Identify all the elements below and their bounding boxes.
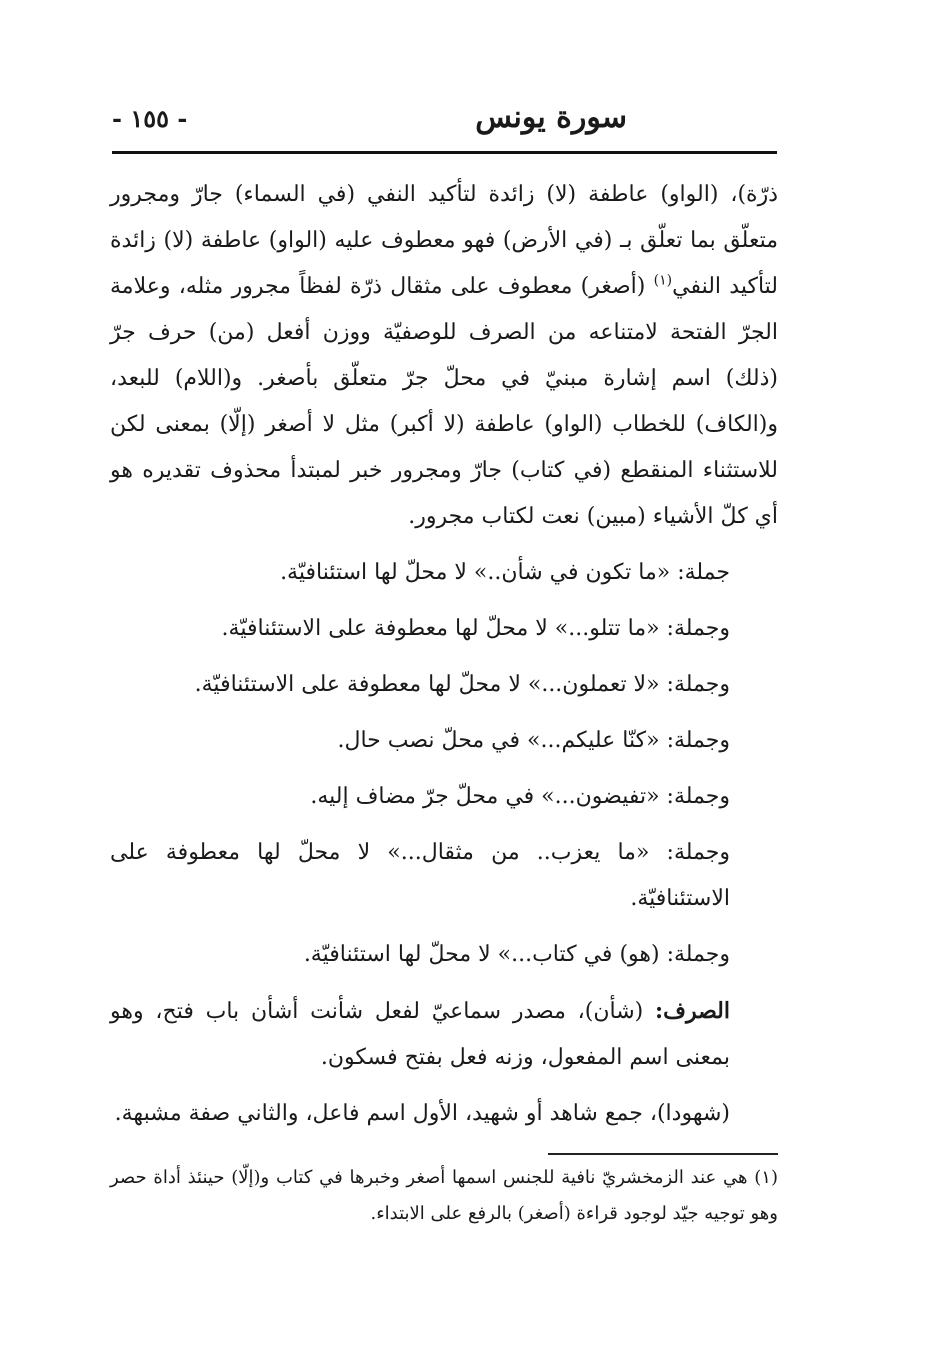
page-number: - ١٥٥ - — [112, 104, 188, 133]
sentence-analysis-5: وجملة: «تفيضون...» في محلّ جرّ مضاف إليه. — [310, 784, 730, 809]
page-header — [112, 96, 777, 148]
footnotes — [110, 1160, 778, 1232]
paragraph-sarf — [110, 988, 778, 1081]
sentence-analysis-2: وجملة: «ما تتلو...» لا محلّ لها معطوفة على الاستئنافيّة. — [221, 616, 730, 641]
sentence-analysis-1: جملة: «ما تكون في شأن..» لا محلّ لها استئنافيّة. — [280, 560, 730, 585]
paragraph-irab — [110, 172, 778, 540]
footnote-1: (١) هي عند الزمخشريّ نافية للجنس اسمها أصغر وخبرها في كتاب و(إلّا) حينئذ أداة حصر وهو توجيه جيّد لوجود قراءة (أصغر) بالرفع على الابتداء. — [110, 1167, 778, 1224]
footnote-divider — [548, 1153, 778, 1155]
sentence-analysis-6: وجملة: «ما يعزب.. من مثقال...» لا محلّ لها معطوفة على الاستئنافيّة. — [110, 840, 730, 911]
paragraph-shuhud: (شهودا)، جمع شاهد أو شهيد، الأول اسم فاعل، والثاني صفة مشبهة. — [114, 1101, 730, 1126]
main-text — [110, 172, 778, 1137]
sentence-analysis-3: وجملة: «لا تعملون...» لا محلّ لها معطوفة على الاستئنافيّة. — [194, 672, 730, 697]
header-divider — [112, 151, 777, 154]
footnote-marker: (١) — [653, 272, 673, 289]
sarf-label: الصرف: — [655, 998, 730, 1024]
sarf-text: (شأن)، مصدر سماعيّ لفعل شأنت أشأن باب فتح، وهو بمعنى اسم المفعول، وزنه فعل بفتح فسكون. — [110, 999, 730, 1070]
sentence-analysis-4: وجملة: «كنّا عليكم...» في محلّ نصب حال. — [337, 728, 730, 753]
paragraph-text-continued: (أصغر) معطوف على مثقال ذرّة لفظاً مجرور مثله، وعلامة الجرّ الفتحة لامتناعه من الصرف للوصفيّة ووزن أفعل (من) حرف جرّ (ذلك) اسم إشارة مبنيّ في محلّ جرّ متعلّق بأصغر. و(اللام) للبعد، و(الكاف) للخطاب (الواو) عاطفة (لا أكبر) مثل لا أصغر (إلّا) بمعنى لكن للاستثناء المنقطع (في كتاب) جارّ ومجرور خبر لمبتدأ محذوف تقديره هو أي كلّ الأشياء (مبين) نعت لكتاب مجرور. — [110, 274, 778, 529]
sentence-analysis-7: وجملة: (هو) في كتاب...» لا محلّ لها استئنافيّة. — [303, 942, 730, 967]
paragraph-text: ذرّة)، (الواو) عاطفة (لا) زائدة لتأكيد النفي (في السماء) جارّ ومجرور متعلّق بما تعلّق بـ (في الأرض) فهو معطوف عليه (الواو) عاطفة (لا) زائدة لتأكيد النفي — [110, 182, 778, 299]
page-title: سورة يونس — [475, 100, 627, 135]
